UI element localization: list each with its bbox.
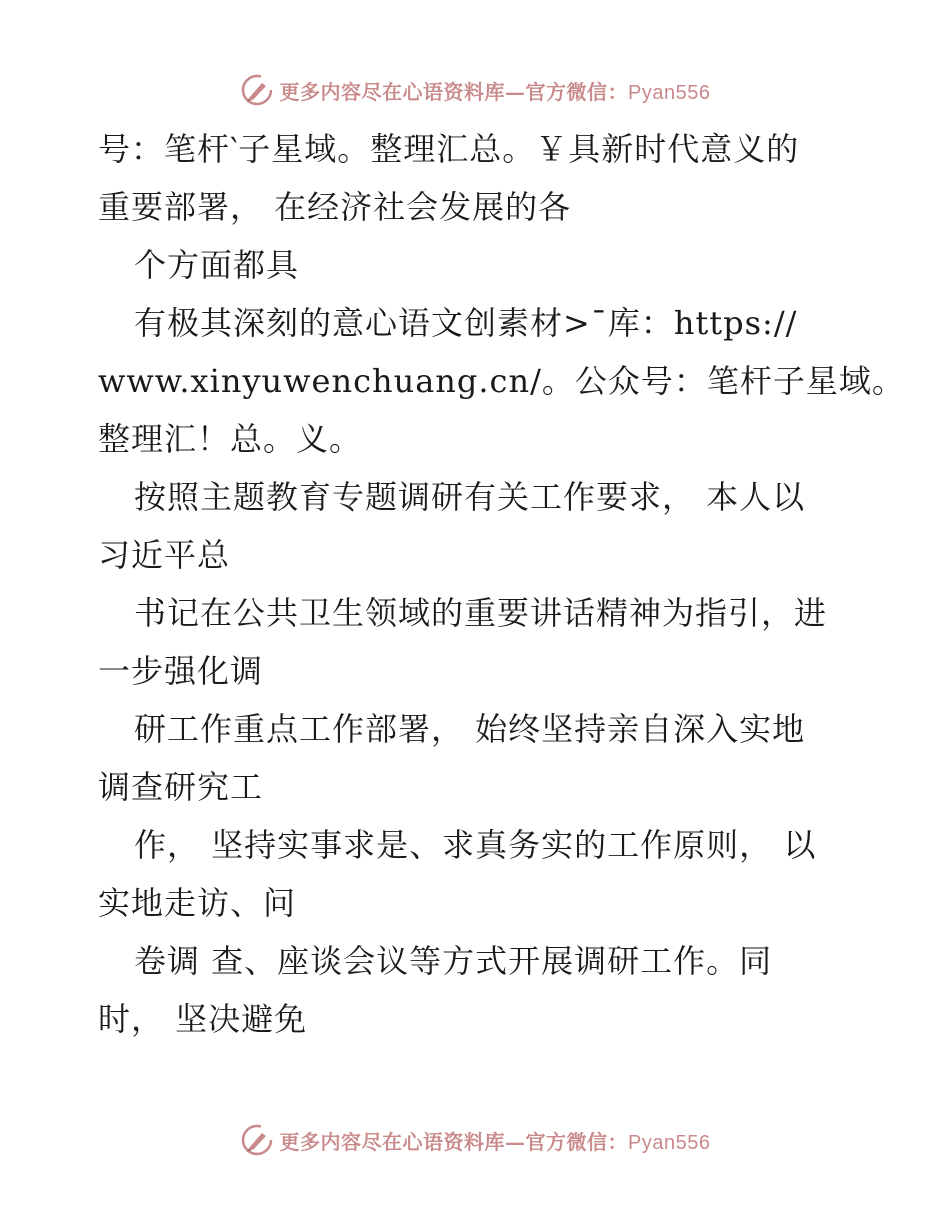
text-line: 调查研究工 [98,768,264,806]
header-banner-text [280,76,711,105]
footer-banner [0,1120,950,1160]
text-line: 习近平总 [98,536,231,574]
header-banner [0,70,950,110]
text-line: 号：笔杆‵子星域。整理汇总。￥具新时代意义的 [98,130,800,168]
text-line: 整理汇！总。义。 [98,420,363,458]
text-line: 有极其深刻的意心语文创素材>¯库：https:// [134,304,798,342]
text-line: 实地走访、问 [98,884,297,922]
text-line: 研工作重点工作部署， 始终坚持亲自深入实地 [134,710,806,748]
text-line: 重要部署， 在经济社会发展的各 [98,188,572,226]
header-banner-id: Pyan556 [628,81,711,104]
header-banner-cn: 更多内容尽在心语资料库—官方微信： [279,79,629,104]
footer-banner-text [280,1126,711,1155]
text-line: 卷调 查、座谈会议等方式开展调研工作。同 [134,942,773,980]
text-line: 一步强化调 [98,652,264,690]
footer-banner-cn: 更多内容尽在心语资料库—官方微信： [279,1129,629,1154]
footer-banner-content [240,1123,711,1157]
writing-logo-icon [240,73,274,107]
text-line: 作， 坚持实事求是、求真务实的工作原则， 以 [134,826,817,864]
header-banner-content [240,73,711,107]
text-line: 书记在公共卫生领域的重要讲话精神为指引，进 [134,594,828,632]
writing-logo-icon [240,1123,274,1157]
text-line: www.xinyuwenchuang.cn/。公众号：笔杆子星域。 [98,362,905,400]
text-line: 时， 坚决避免 [98,1000,308,1038]
document-body [98,120,905,1048]
text-line: 按照主题教育专题调研有关工作要求， 本人以 [134,478,806,516]
text-line: 个方面都具 [134,246,300,284]
footer-banner-id: Pyan556 [628,1131,711,1154]
